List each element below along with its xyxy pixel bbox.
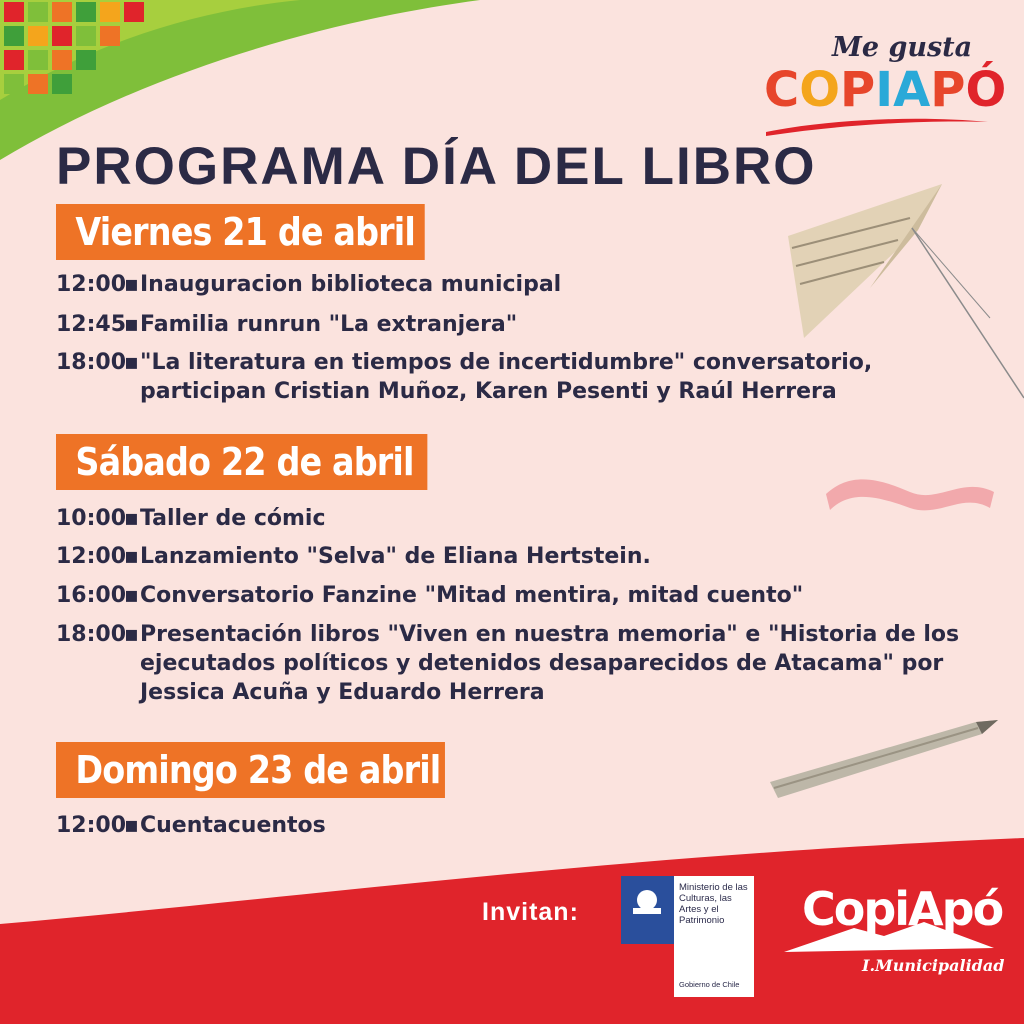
event-description: Lanzamiento "Selva" de Eliana Hertstein. bbox=[140, 544, 651, 569]
ministry-name: Ministerio de las Culturas, las Artes y el Patrimonio bbox=[679, 882, 748, 926]
mosaic-tile bbox=[28, 2, 48, 22]
bullet-icon: ▪ bbox=[124, 583, 139, 608]
bullet-icon: ▪ bbox=[124, 350, 139, 375]
coat-of-arms-icon bbox=[621, 876, 674, 944]
logo-letter: P bbox=[840, 62, 876, 118]
event-description: Familia runrun "La extranjera" bbox=[140, 312, 518, 337]
event-time: 18:00 bbox=[56, 350, 127, 375]
mosaic-tile bbox=[76, 26, 96, 46]
mosaic-tile bbox=[52, 26, 72, 46]
mosaic-tile bbox=[52, 50, 72, 70]
logo-letter: P bbox=[930, 62, 966, 118]
government-label: Gobierno de Chile bbox=[679, 980, 740, 989]
logo-letter: Ó bbox=[965, 62, 1007, 118]
event-description: Cuentacuentos bbox=[140, 813, 326, 838]
event-time: 12:00 bbox=[56, 272, 127, 297]
mosaic-tile bbox=[52, 2, 72, 22]
event-description: Inauguracion biblioteca municipal bbox=[140, 272, 562, 297]
municipality-subtitle: I.Municipalidad bbox=[862, 956, 1005, 975]
bullet-icon: ▪ bbox=[124, 272, 139, 297]
pencil-icon bbox=[766, 716, 1002, 802]
logo-tagline: Me gusta bbox=[832, 32, 973, 63]
day-header: Sábado 22 de abril bbox=[56, 434, 427, 490]
event-description: Taller de cómic bbox=[140, 506, 326, 531]
day-header: Domingo 23 de abril bbox=[56, 742, 445, 798]
event-time: 10:00 bbox=[56, 506, 127, 531]
mosaic-tile bbox=[4, 74, 24, 94]
municipality-name: CopiApó bbox=[802, 882, 1003, 936]
mosaic-tile bbox=[4, 50, 24, 70]
mountain-icon bbox=[784, 918, 994, 954]
logo-letter: O bbox=[799, 62, 841, 118]
mosaic-tile bbox=[28, 74, 48, 94]
logo-letter: I bbox=[875, 62, 894, 118]
bullet-icon: ▪ bbox=[124, 312, 139, 337]
event-description: Conversatorio Fanzine "Mitad mentira, mitad cuento" bbox=[140, 583, 804, 608]
mosaic-tile bbox=[76, 2, 96, 22]
mosaic-tile bbox=[124, 2, 144, 22]
bullet-icon: ▪ bbox=[124, 813, 139, 838]
event-time: 16:00 bbox=[56, 583, 127, 608]
logo-letter: C bbox=[764, 62, 800, 118]
event-description: "La literatura en tiempos de incertidumbre" conversatorio, participan Cristian Muñoz, Karen Pesenti y Raúl Herrera bbox=[140, 350, 873, 404]
event-time: 12:00 bbox=[56, 813, 127, 838]
mosaic-tile bbox=[100, 26, 120, 46]
page-title: PROGRAMA DÍA DEL LIBRO bbox=[56, 137, 817, 196]
bullet-icon: ▪ bbox=[124, 506, 139, 531]
event-time: 12:45 bbox=[56, 312, 127, 337]
bullet-icon: ▪ bbox=[124, 622, 139, 647]
mosaic-tile bbox=[52, 74, 72, 94]
event-description: Presentación libros "Viven en nuestra memoria" e "Historia de los ejecutados políticos y detenidos desaparecidos de Atacama" por Jessica Acuña y Eduardo Herrera bbox=[140, 622, 960, 705]
day-header: Viernes 21 de abril bbox=[56, 204, 425, 260]
logo-letter: A bbox=[893, 62, 931, 118]
mosaic-tile bbox=[4, 26, 24, 46]
mosaic-tile bbox=[100, 2, 120, 22]
me-gusta-copiapo-logo bbox=[756, 30, 1007, 140]
mosaic-tile bbox=[76, 50, 96, 70]
mosaic-tile bbox=[4, 2, 24, 22]
ministry-logo bbox=[621, 876, 754, 997]
municipality-logo bbox=[784, 878, 1005, 988]
invite-label: Invitan: bbox=[482, 898, 579, 926]
bullet-icon: ▪ bbox=[124, 544, 139, 569]
mosaic-tile bbox=[28, 50, 48, 70]
event-time: 12:00 bbox=[56, 544, 127, 569]
event-time: 18:00 bbox=[56, 622, 127, 647]
mosaic-tile bbox=[28, 26, 48, 46]
